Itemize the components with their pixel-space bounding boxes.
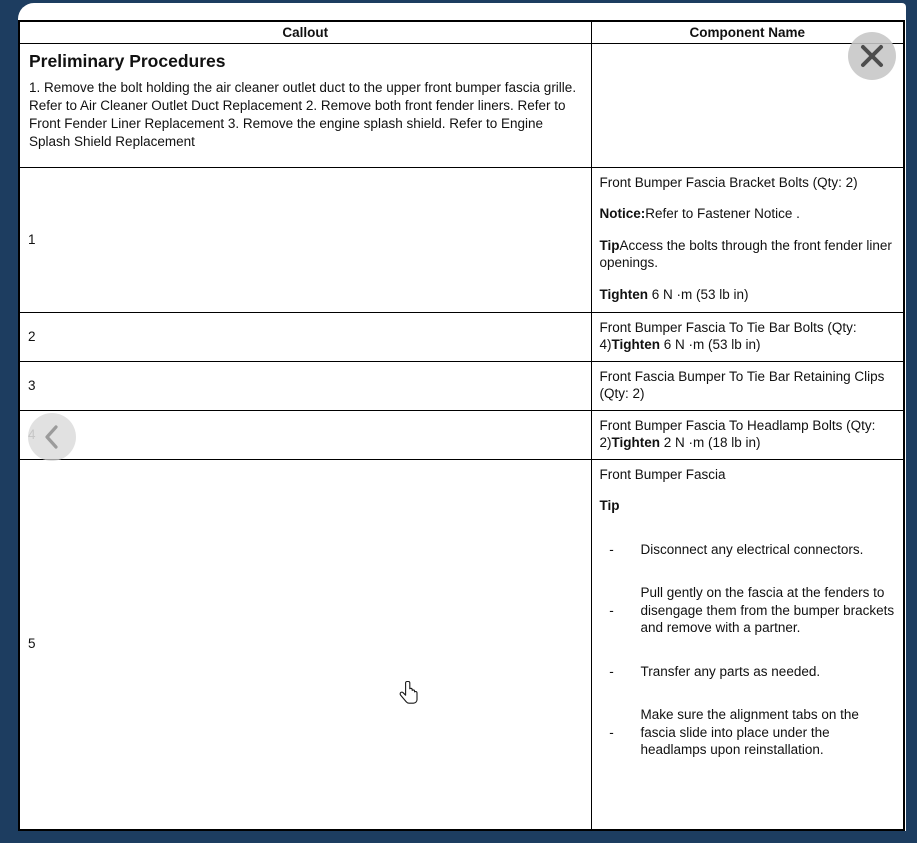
chevron-left-icon [28, 413, 76, 461]
close-icon [848, 32, 896, 80]
tip-list-item [600, 706, 896, 759]
component-description [591, 167, 904, 312]
back-chevron-button[interactable] [28, 413, 76, 461]
component-paragraph: Front Fascia Bumper To Tie Bar Retaining Clips (Qty: 2) [599, 368, 885, 402]
table-row [19, 167, 904, 312]
tip-list-item-text: Pull gently on the fascia at the fenders to disengage them from the bumper brackets and remove with a partner. [640, 585, 895, 636]
tip-list-item-text: Disconnect any electrical connectors. [640, 541, 864, 557]
tip-list-item [600, 663, 896, 681]
component-paragraph: Tip [599, 498, 620, 514]
table-row [19, 459, 904, 830]
component-paragraph: Front Bumper Fascia Bracket Bolts (Qty: 2) [599, 174, 858, 190]
table-body [19, 43, 904, 830]
callout-column-header: Callout [19, 21, 591, 43]
component-paragraph: Front Bumper Fascia To Headlamp Bolts (Qty: 2)Tighten 2 N ·m (18 lb in) [599, 417, 876, 451]
content-panel [18, 3, 906, 831]
preliminary-procedures-cell [19, 43, 591, 167]
component-paragraph: TipAccess the bolts through the front fender liner openings. [599, 237, 892, 271]
table-row [19, 361, 904, 410]
dash-bullet: - [609, 663, 614, 679]
table-header-row [19, 21, 904, 43]
component-paragraph: Front Bumper Fascia To Tie Bar Bolts (Qty: 4)Tighten 6 N ·m (53 lb in) [599, 319, 857, 353]
table-row [19, 312, 904, 361]
component-paragraph: Notice:Refer to Fastener Notice . [599, 206, 800, 222]
tip-list-item-text: Transfer any parts as needed. [640, 663, 821, 679]
tip-list-item-text: Make sure the alignment tabs on the fascia slide into place under the headlamps upon reinstallation. [640, 707, 859, 758]
tip-list-item [600, 584, 896, 637]
preliminary-procedures-body: 1. Remove the bolt holding the air cleaner outlet duct to the upper front bumper fascia grille. Refer to Air Cleaner Outlet Duct Replacement 2. Remove both front fender liners. Refer to Front Fender Liner Replacement 3. Remove the engine splash shield. Refer to Engine Splash Shield Replacement [29, 80, 577, 149]
component-description [591, 361, 904, 410]
callout-number: 5 [19, 459, 591, 830]
close-button[interactable] [848, 32, 896, 80]
preliminary-procedures-row [19, 43, 904, 167]
component-paragraph: Front Bumper Fascia [599, 466, 726, 482]
component-paragraph: Tighten 6 N ·m (53 lb in) [599, 286, 749, 302]
callout-number: 1 [19, 167, 591, 312]
component-description [591, 410, 904, 459]
callout-number: 2 [19, 312, 591, 361]
preliminary-procedures-title: Preliminary Procedures [29, 50, 226, 71]
callout-number: 3 [19, 361, 591, 410]
parts-callout-table [18, 20, 905, 831]
dash-bullet: - [609, 602, 614, 618]
table-row [19, 410, 904, 459]
dash-bullet: - [609, 724, 614, 740]
tip-list-item [600, 541, 896, 559]
component-description [591, 459, 904, 830]
dash-bullet: - [609, 541, 614, 557]
component-name-column-header: Component Name [591, 21, 904, 43]
callout-number [19, 410, 591, 459]
component-description [591, 312, 904, 361]
